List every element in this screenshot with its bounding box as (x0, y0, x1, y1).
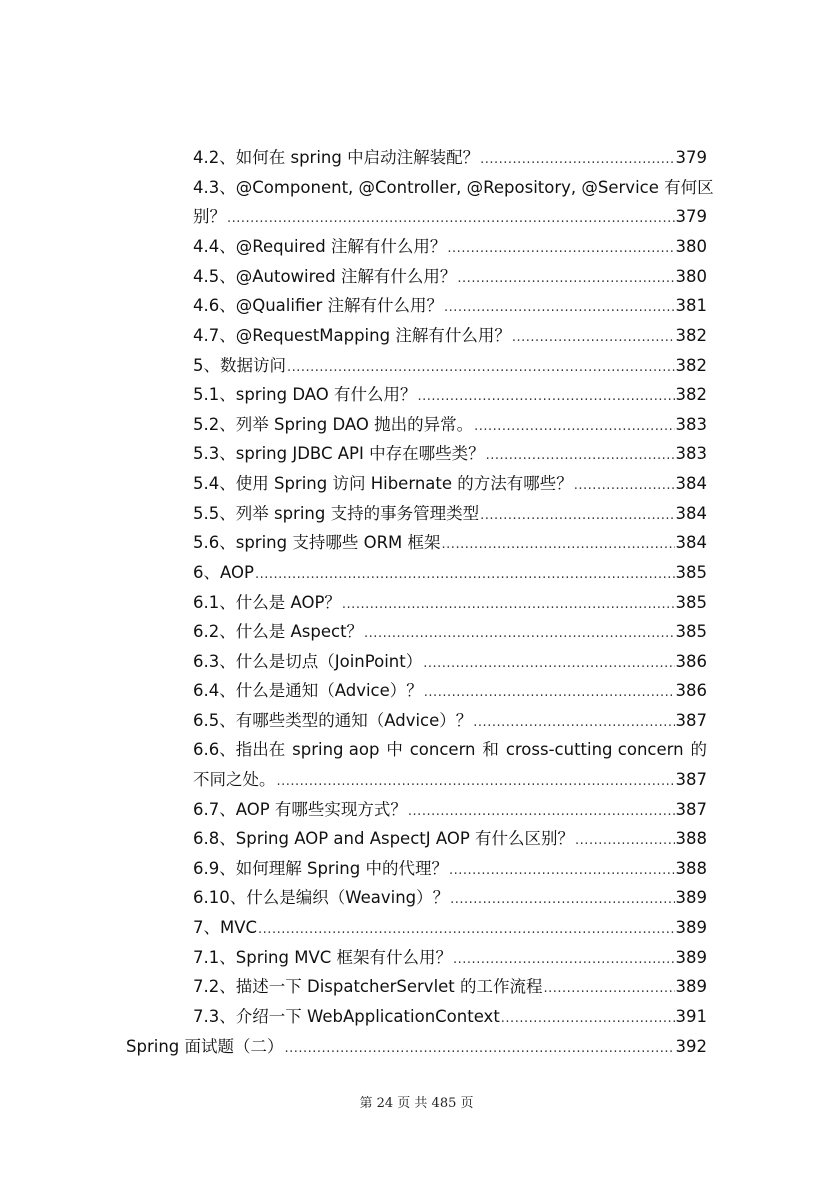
dot-leader (480, 504, 674, 528)
toc-entry-title: 5.1、spring DAO 有什么用？ (193, 385, 417, 404)
dot-leader (501, 1007, 675, 1031)
toc-entry[interactable] (193, 472, 707, 496)
dot-leader (575, 829, 674, 853)
toc-entry-page: 388 (675, 859, 707, 878)
toc-entry-title-cont: 不同之处。 (193, 770, 276, 789)
toc-entry[interactable] (193, 265, 707, 289)
toc-entry-title: 5.3、spring JDBC API 中存在哪些类？ (193, 444, 485, 463)
toc-entry[interactable] (193, 827, 707, 851)
toc-entry[interactable] (193, 413, 707, 437)
toc-entry-page: 389 (675, 948, 707, 967)
toc-entry-title: 4.5、@Autowired 注解有什么用？ (193, 267, 457, 286)
toc-entry-page: 384 (675, 504, 707, 523)
toc-entry-title: 7.3、介绍一下 WebApplicationContext (193, 1007, 500, 1026)
toc-entry-title: 4.3、@Component, @Controller, @Repository, @Service 有何区 (193, 178, 714, 197)
dot-leader (512, 326, 675, 350)
toc-entry-page: 387 (675, 800, 707, 819)
toc-entry-page: 384 (675, 533, 707, 552)
toc-entry-title: 4.4、@Required 注解有什么用？ (193, 237, 447, 256)
toc-entry-title: 5、数据访问 (193, 356, 286, 375)
toc-entry-top-level[interactable] (126, 1035, 707, 1059)
toc-entry-page: 382 (675, 356, 707, 375)
toc-entry[interactable] (193, 205, 707, 229)
toc-entry[interactable] (193, 768, 707, 792)
dot-leader (444, 296, 674, 320)
toc-entry-title: 6.4、什么是通知（Advice）？ (193, 681, 423, 700)
toc-entry[interactable] (193, 946, 707, 970)
dot-leader (287, 356, 675, 380)
toc-entry-page: 391 (675, 1007, 707, 1026)
toc-entry-wrapped-line[interactable] (193, 738, 707, 762)
toc-entry-wrapped-line[interactable] (193, 176, 714, 200)
toc-entry[interactable] (193, 324, 707, 348)
toc-entry[interactable] (193, 294, 707, 318)
toc-entry-title: 4.7、@RequestMapping 注解有什么用？ (193, 326, 511, 345)
dot-leader (453, 948, 674, 972)
toc-entry-title: 7.1、Spring MVC 框架有什么用？ (193, 948, 453, 967)
toc-entry[interactable] (193, 679, 707, 703)
toc-entry[interactable] (193, 1005, 707, 1029)
dot-leader (364, 622, 674, 646)
toc-entry-title: 6.3、什么是切点（JoinPoint） (193, 652, 423, 671)
toc-entry-page: 385 (675, 563, 707, 582)
page-footer: 第 24 页 共 485 页 (359, 1096, 474, 1111)
toc-entry-title-word: 的 (690, 740, 707, 759)
toc-entry[interactable] (193, 442, 707, 466)
toc-entry-title: 6.1、什么是 AOP？ (193, 593, 341, 612)
dot-leader (457, 267, 674, 291)
toc-entry-title: 6.8、Spring AOP and AspectJ AOP 有什么区别？ (193, 829, 575, 848)
toc-entry-page: 387 (675, 711, 707, 730)
toc-entry[interactable] (193, 798, 707, 822)
dot-leader (227, 207, 675, 231)
toc-entry-page: 381 (675, 296, 707, 315)
toc-entry-title-word: 中 (386, 740, 403, 759)
toc-entry-title-word: 6.6、指出在 (193, 740, 286, 759)
dot-leader (408, 800, 675, 824)
toc-entry-title: 6.10、什么是编织（Weaving）？ (193, 888, 450, 907)
toc-entry-title-word: cross-cutting concern (505, 740, 684, 759)
dot-leader (486, 444, 675, 468)
toc-entry-title: 7.2、描述一下 DispatcherServlet 的工作流程 (193, 977, 543, 996)
toc-entry[interactable] (193, 531, 707, 555)
toc-entry-page: 389 (675, 888, 707, 907)
toc-entry[interactable] (193, 975, 707, 999)
dot-leader (474, 415, 674, 439)
toc-entry[interactable] (193, 235, 707, 259)
toc-entry-title: 5.4、使用 Spring 访问 Hibernate 的方法有哪些？ (193, 474, 573, 493)
toc-entry-page: 386 (675, 681, 707, 700)
toc-entry-page: 387 (675, 770, 707, 789)
toc-entry[interactable] (193, 620, 707, 644)
toc-entry-title-word: spring aop (292, 740, 380, 759)
toc-entry-title: 6、AOP (193, 563, 254, 582)
dot-leader (480, 148, 674, 172)
dot-leader (574, 474, 675, 498)
dot-leader (450, 888, 674, 912)
toc-entry-page: 380 (675, 267, 707, 286)
toc-entry-page: 385 (675, 593, 707, 612)
toc-entry[interactable] (193, 561, 707, 585)
toc-entry-title: 5.2、列举 Spring DAO 抛出的异常。 (193, 415, 474, 434)
dot-leader (418, 385, 675, 409)
toc-entry-title: 6.5、有哪些类型的通知（Advice）？ (193, 711, 473, 730)
dot-leader (447, 237, 674, 261)
toc-entry-title: 4.2、如何在 spring 中启动注解装配？ (193, 148, 480, 167)
toc-entry-title: Spring 面试题（二） (126, 1037, 284, 1056)
dot-leader (258, 918, 674, 942)
toc-entry[interactable] (193, 146, 707, 170)
toc-entry-page: 383 (675, 415, 707, 434)
toc-entry-title-word: 和 (482, 740, 499, 759)
toc-entry-page: 385 (675, 622, 707, 641)
toc-entry-page: 379 (675, 207, 707, 226)
dot-leader (285, 1037, 675, 1061)
toc-entry[interactable] (193, 354, 707, 378)
dot-leader (544, 977, 675, 1001)
toc-entry-page: 383 (675, 444, 707, 463)
toc-entry[interactable] (193, 591, 707, 615)
dot-leader (449, 859, 675, 883)
toc-entry[interactable] (193, 709, 707, 733)
dot-leader (277, 770, 675, 794)
toc-entry-title: 6.7、AOP 有哪些实现方式？ (193, 800, 407, 819)
toc-entry-page: 388 (675, 829, 707, 848)
toc-entry-page: 382 (675, 326, 707, 345)
toc-entry-title: 5.5、列举 spring 支持的事务管理类型 (193, 504, 480, 523)
toc-entry[interactable] (193, 886, 707, 910)
toc-entry-page: 382 (675, 385, 707, 404)
toc-entry-page: 392 (675, 1037, 707, 1056)
dot-leader (442, 533, 675, 557)
toc-entry-title-word: concern (409, 740, 476, 759)
toc-entry[interactable] (193, 383, 707, 407)
dot-leader (255, 563, 675, 587)
toc-entry-title: 6.2、什么是 Aspect？ (193, 622, 364, 641)
dot-leader (423, 652, 674, 676)
toc-entry[interactable] (193, 916, 707, 940)
toc-entry-page: 389 (675, 918, 707, 937)
toc-entry[interactable] (193, 650, 707, 674)
toc-entry-page: 384 (675, 474, 707, 493)
toc-entry-page: 379 (675, 148, 707, 167)
toc-entry[interactable] (193, 502, 707, 526)
toc-entry-page: 386 (675, 652, 707, 671)
toc-entry-page: 380 (675, 237, 707, 256)
toc-entry-title: 6.9、如何理解 Spring 中的代理？ (193, 859, 448, 878)
dot-leader (473, 711, 674, 735)
toc-entry-title: 7、MVC (193, 918, 258, 937)
toc-entry-title: 5.6、spring 支持哪些 ORM 框架 (193, 533, 441, 552)
dot-leader (342, 593, 675, 617)
toc-entry-title-cont: 别？ (193, 207, 226, 226)
toc-entry-page: 389 (675, 977, 707, 996)
dot-leader (424, 681, 675, 705)
toc-entry-title: 4.6、@Qualifier 注解有什么用？ (193, 296, 444, 315)
toc-entry[interactable] (193, 857, 707, 881)
